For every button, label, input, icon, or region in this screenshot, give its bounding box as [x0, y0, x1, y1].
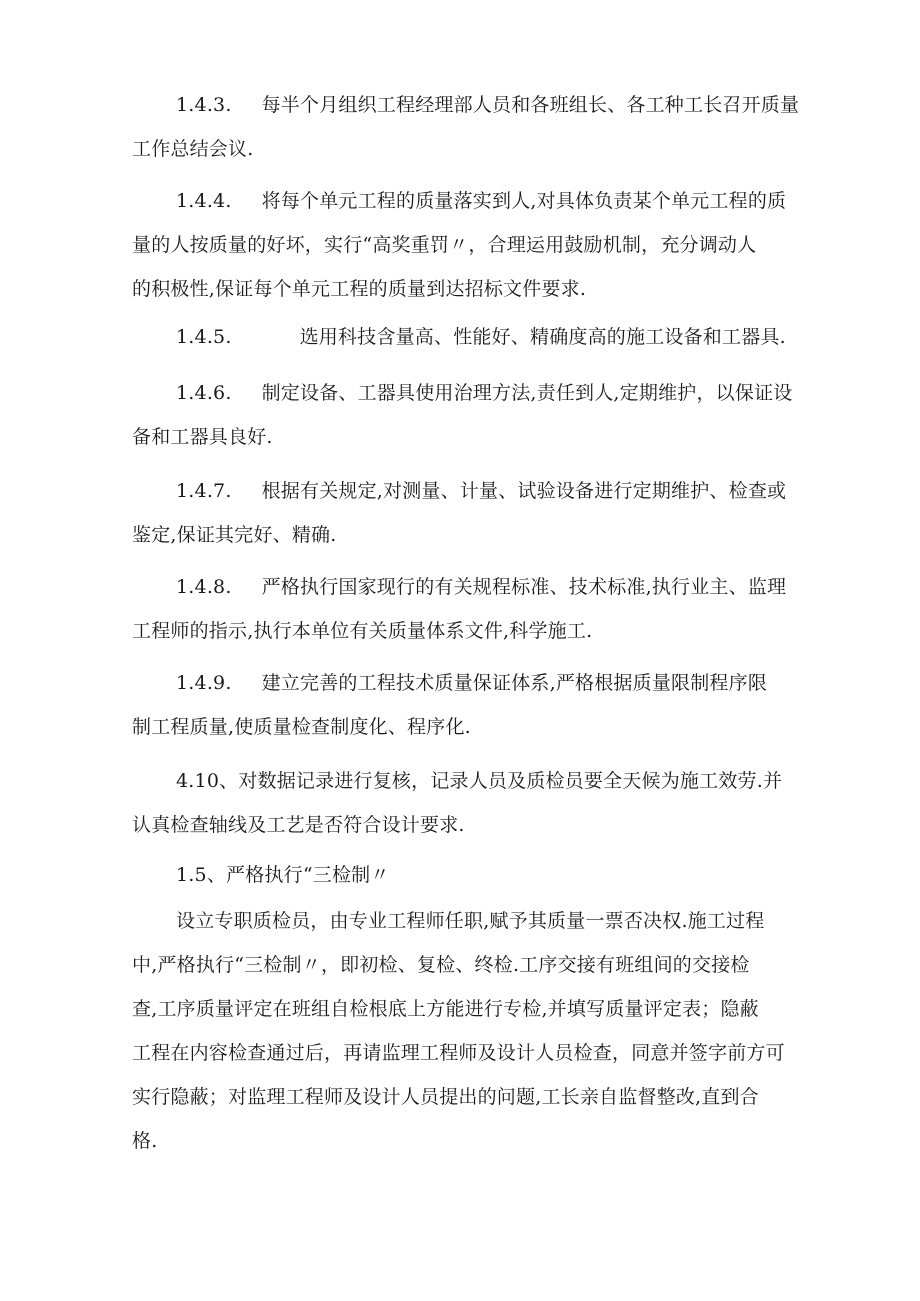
- paragraph-text: 工作总结会议.: [132, 138, 254, 160]
- paragraph-text: 严格执行国家现行的有关规程标准、技术标准,执行业主、监理: [261, 576, 787, 598]
- paragraph-text: 备和工器具良好.: [132, 426, 273, 448]
- section-number: 1.5、: [176, 864, 227, 886]
- paragraph-number: 1.4.3.: [176, 94, 232, 116]
- paragraph-text: 根据有关规定,对测量、计量、试验设备进行定期维护、检查或: [261, 480, 787, 502]
- paragraph-text: 的积极性,保证每个单元工程的质量到达招标文件要求.: [132, 278, 587, 300]
- paragraph-text: 对数据记录进行复核，记录人员及质检员要全天候为施工效劳.并: [238, 770, 783, 792]
- paragraph-number: 1.4.8.: [176, 576, 232, 598]
- paragraph-text: 工程在内容检查通过后，再请监理工程师及设计人员检查，同意并签字前方可: [132, 1042, 785, 1064]
- paragraph-text: 工程师的指示,执行本单位有关质量体系文件,科学施工.: [132, 620, 593, 642]
- paragraph-text: 量的人按质量的好坏，实行“高奖重罚〃，合理运用鼓励机制，充分调动人: [132, 234, 757, 256]
- paragraph-text: 制定设备、工器具使用治理方法,责任到人,定期维护，以保证设: [261, 382, 793, 404]
- paragraph-1-4-8: [132, 565, 812, 653]
- paragraph-text: 将每个单元工程的质量落实到人,对具体负责某个单元工程的质: [261, 190, 787, 212]
- paragraph-number: 1.4.9.: [176, 672, 232, 694]
- paragraph-1-4-3: [132, 83, 812, 171]
- paragraph-1-4-6: [132, 371, 812, 459]
- paragraph-text: 建立完善的工程技术质量保证体系,严格根据质量限制程序限: [261, 672, 768, 694]
- paragraph-text: 中,严格执行“三检制〃，即初检、复检、终检.工序交接有班组间的交接检: [132, 954, 750, 976]
- paragraph-text: 查,工序质量评定在班组自检根底上方能进行专检,并填写质量评定表；隐蔽: [132, 998, 759, 1020]
- paragraph-text: 选用科技含量高、性能好、精确度高的施工设备和工器具.: [299, 326, 786, 348]
- paragraph-text: 认真检查轴线及工艺是否符合设计要求.: [132, 814, 465, 836]
- paragraph-1-4-4: [132, 179, 812, 311]
- section-title: 严格执行“三检制〃: [226, 864, 390, 886]
- paragraph-text: 每半个月组织工程经理部人员和各班组长、各工种工长召开质量: [261, 94, 800, 116]
- paragraph-three-check-system: [132, 899, 812, 1163]
- paragraph-number: 1.4.5.: [176, 326, 232, 348]
- paragraph-4-10: [132, 759, 812, 847]
- paragraph-number: 4.10、: [176, 770, 239, 792]
- section-heading-1-5: [132, 853, 812, 897]
- paragraph-text: 设立专职质检员，由专业工程师任职,赋予其质量一票否决权.施工过程: [176, 910, 765, 932]
- paragraph-text: 实行隐蔽；对监理工程师及设计人员提出的问题,工长亲自监督整改,直到合: [132, 1086, 759, 1108]
- paragraph-text: 鉴定,保证其完好、精确.: [132, 524, 337, 546]
- paragraph-number: 1.4.6.: [176, 382, 232, 404]
- paragraph-1-4-7: [132, 469, 812, 557]
- paragraph-1-4-9: [132, 661, 812, 749]
- paragraph-number: 1.4.4.: [176, 190, 232, 212]
- paragraph-text: 制工程质量,使质量检查制度化、程序化.: [132, 716, 471, 738]
- paragraph-1-4-5: [132, 315, 812, 359]
- paragraph-text: 格.: [132, 1130, 158, 1152]
- paragraph-number: 1.4.7.: [176, 480, 232, 502]
